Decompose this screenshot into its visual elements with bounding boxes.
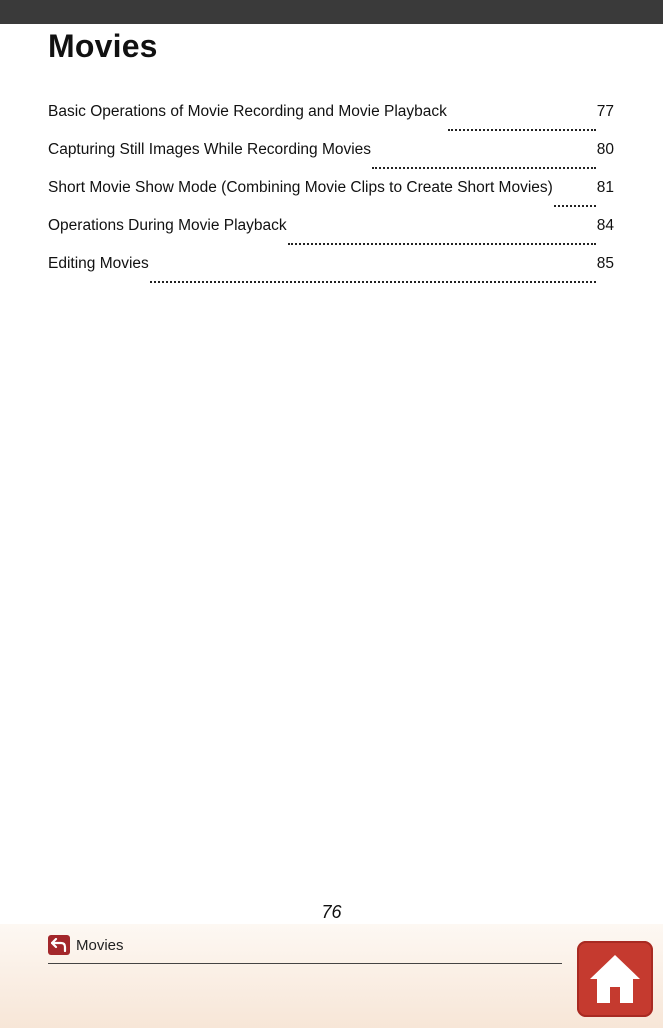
back-link-label: Movies (76, 936, 124, 954)
toc-entry-basic-operations[interactable] (48, 103, 614, 141)
toc-entry-page: 80 (596, 141, 614, 158)
dot-leader (372, 167, 596, 169)
toc-entry-page: 85 (596, 255, 614, 272)
toc-entry-label: Editing Movies (48, 255, 149, 272)
toc-entry-page: 84 (596, 217, 614, 234)
dot-leader (288, 243, 596, 245)
toc-entry-label: Short Movie Show Mode (Combining Movie Clips to Create Short Movies) (48, 179, 553, 196)
toc-entry-page: 77 (596, 103, 614, 120)
return-arrow-icon (48, 935, 70, 955)
home-button[interactable] (577, 941, 653, 1017)
dot-leader (150, 281, 596, 283)
dot-leader (554, 205, 596, 207)
toc-entry-capturing-still-images[interactable] (48, 141, 614, 179)
toc-entry-label: Basic Operations of Movie Recording and Movie Playback (48, 103, 447, 120)
page-number: 76 (321, 902, 342, 922)
toc-entry-short-movie-show[interactable] (48, 179, 614, 217)
home-icon (586, 951, 644, 1007)
back-to-movies-link[interactable] (48, 935, 124, 955)
table-of-contents (48, 103, 614, 293)
top-bar (0, 0, 663, 24)
toc-entry-playback-operations[interactable] (48, 217, 614, 255)
toc-entry-page: 81 (596, 179, 614, 196)
dot-leader (448, 129, 596, 131)
toc-entry-label: Operations During Movie Playback (48, 217, 287, 234)
footer-divider (48, 963, 562, 964)
toc-entry-label: Capturing Still Images While Recording Movies (48, 141, 372, 158)
page-title: Movies (48, 28, 158, 64)
toc-entry-editing-movies[interactable] (48, 255, 614, 293)
